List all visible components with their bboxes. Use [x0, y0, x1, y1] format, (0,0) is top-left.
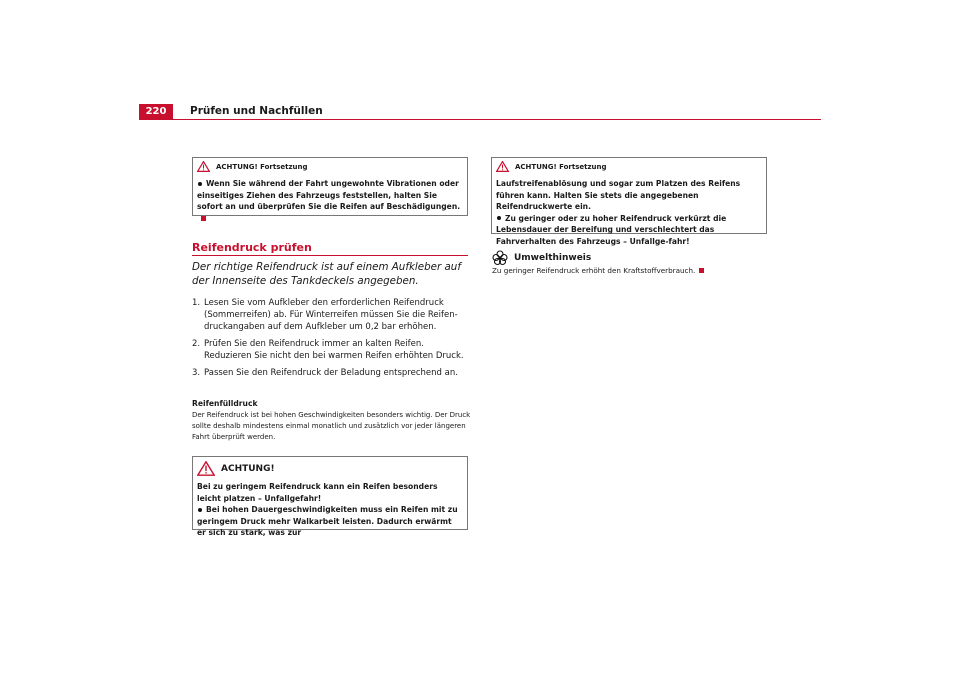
step-item: 1. Lesen Sie vom Aufkleber den erforderlichen Reifendruck (Sommerreifen) ab. Für Winterreifen müssen Sie die Reifen-druckangaben auf dem Aufkleber um 0,2 bar erhöhen. [192, 298, 458, 332]
warning-triangle-icon [197, 161, 210, 172]
end-marker [699, 268, 704, 273]
warning-box-head [197, 461, 463, 476]
warning-continuation-box-left [192, 157, 468, 216]
warning-box-text: Laufstreifenablösung und sogar zum Platzen des Reifens führen kann. Halten Sie stets die angegebenen Reifendruckwerte ein. [496, 179, 741, 211]
warning-box-head-label: ACHTUNG! Fortsetzung [216, 162, 308, 171]
flower-icon [492, 250, 508, 266]
warning-box-head-label: ACHTUNG! Fortsetzung [515, 162, 607, 171]
bullet [198, 508, 202, 512]
warning-box-main [192, 456, 468, 537]
bullet [497, 216, 501, 220]
subsection-title: Reifenfülldruck [192, 399, 258, 408]
step-item: 2. Prüfen Sie den Reifendruck immer an kalten Reifen. Reduzieren Sie nicht den bei warmen Reifen erhöhten Druck. [192, 339, 464, 361]
warning-box-text: Zu geringer oder zu hoher Reifendruck verkürzt die Lebensdauer der Bereifung und verschlechtert das Fahrverhalten des Fahrzeugs – Unfallge-fahr! [496, 213, 727, 246]
warning-box-head [197, 161, 463, 172]
environment-note-text: Zu geringer Reifendruck erhöht den Kraftstoffverbrauch. [492, 266, 704, 275]
end-marker [201, 216, 206, 221]
environment-note-title: Umwelthinweis [514, 253, 592, 263]
section-divider [192, 255, 468, 256]
section-intro: Der richtige Reifendruck ist auf einem Aufkleber auf der Innenseite des Tankdeckels angegeben. [192, 261, 461, 287]
warning-box-text: Bei zu geringem Reifendruck kann ein Reifen besonders leicht platzen – Unfallgefahr! [197, 482, 438, 503]
warning-box-head-label: ACHTUNG! [221, 463, 275, 474]
bullet [198, 182, 202, 186]
warning-triangle-icon [197, 461, 215, 476]
environment-note-head [492, 250, 591, 266]
warning-triangle-icon [496, 161, 509, 172]
warning-box-text: Wenn Sie während der Fahrt ungewohnte Vibrationen oder einseitiges Ziehen des Fahrzeugs feststellen, halten Sie sofort an und überprüfen Sie die Reifen auf Beschädigungen. [197, 178, 463, 224]
warning-box-text: Bei hohen Dauergeschwindigkeiten muss ein Reifen mit zu geringem Druck mehr Walkarbeit leisten. Dadurch erwärmt er sich zu stark, was zur [197, 505, 458, 537]
section-title: Reifendruck prüfen [192, 241, 312, 254]
header-divider [139, 119, 821, 120]
page-number: 220 [139, 104, 173, 119]
subsection-text: Der Reifendruck ist bei hohen Geschwindigkeiten besonders wichtig. Der Druck sollte deshalb mindestens einmal monatlich und zusätzlich vor jeder längeren Fahrt überprüft werden. [192, 411, 471, 441]
warning-box-head [496, 161, 762, 172]
warning-continuation-box-right [491, 157, 767, 246]
page-title: Prüfen und Nachfüllen [190, 105, 323, 117]
step-item: 3. Passen Sie den Reifendruck der Beladung entsprechend an. [192, 368, 458, 378]
steps-list [192, 297, 472, 384]
